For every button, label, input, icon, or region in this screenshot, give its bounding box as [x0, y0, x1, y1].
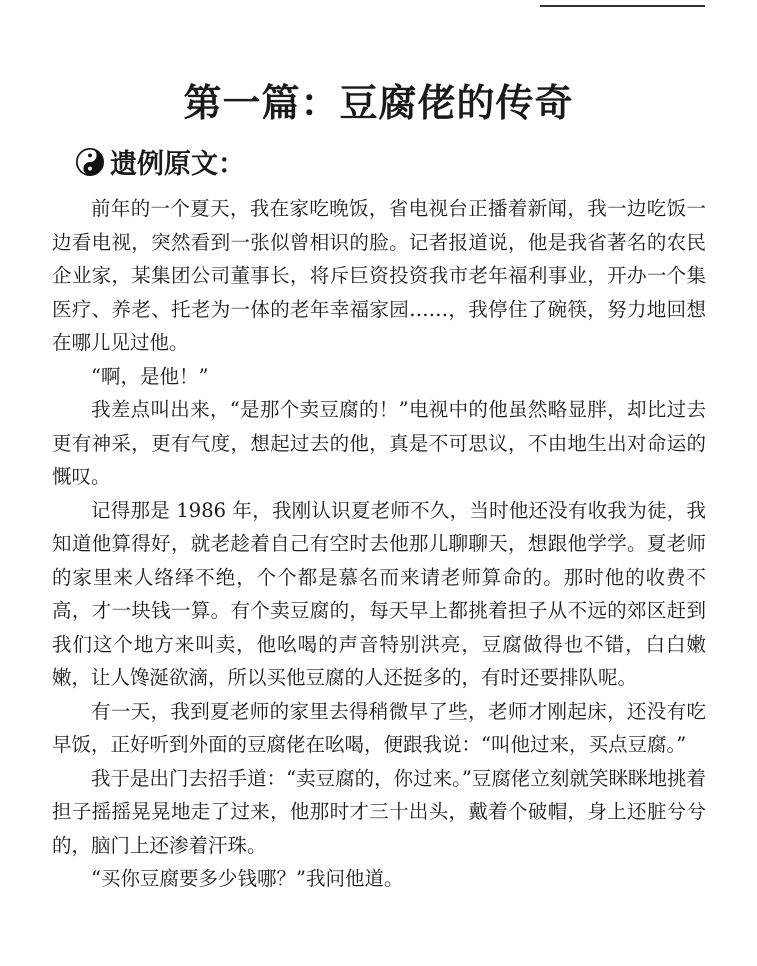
page-title: 第一篇：豆腐佬的传奇 [183, 81, 574, 125]
paragraph-2: “啊，是他！” [91, 364, 209, 388]
paragraph-7: “买你豆腐要多少钱哪？”我问他道。 [91, 867, 404, 890]
yin-yang-icon [76, 148, 104, 176]
section-heading-text: 遗例原文： [110, 149, 245, 180]
body-text [52, 192, 706, 896]
paragraph-3: 我差点叫出来，“是那个卖豆腐的！”电视中的他虽然略显胖，却比过去更有神采，更有气度，想起过去的他，真是不可思议，不由地生出对命运的慨叹。 [52, 398, 706, 488]
paragraph-6: 我于是出门去招手道：“卖豆腐的，你过来。”豆腐佬立刻就笑眯眯地挑着担子摇摇晃晃地走了过来，他那时才三十出头，戴着个破帽，身上还脏兮兮的，脑门上还渗着汗珠。 [52, 766, 706, 857]
paragraph-4: 记得那是 1986 年，我刚认识夏老师不久，当时他还没有收我为徒，我知道他算得好，就老趁着自己有空时去他那儿聊聊天，想跟他学学。夏老师的家里来人络绎不绝，个个都是慕名而来请老师算命的。那时他的收费不高，才一块钱一算。有个卖豆腐的，每天早上都挑着担子从不远的郊区赶到我们这个地方来叫卖，他吆喝的声音特别洪亮，豆腐做得也不错，白白嫩嫩，让人馋涎欲滴，所以买他豆腐的人还挺多的，有时还要排队呢。 [52, 498, 706, 689]
top-rule-decoration [540, 0, 705, 7]
paragraph-5: 有一天，我到夏老师的家里去得稍微早了些，老师才刚起床，还没有吃早饭，正好听到外面的豆腐佬在吆喝，便跟我说：“叫他过来，买点豆腐。” [52, 699, 706, 756]
paragraph-1: 前年的一个夏天，我在家吃晚饭，省电视台正播着新闻，我一边吃饭一边看电视，突然看到一张似曾相识的脸。记者报道说，他是我省著名的农民企业家，某集团公司董事长，将斥巨资投资我市老年福利事业，开办一个集医疗、养老、托老为一体的老年幸福家园……，我停住了碗筷，努力地回想在哪儿见过他。 [52, 197, 706, 354]
section-heading [76, 142, 245, 181]
